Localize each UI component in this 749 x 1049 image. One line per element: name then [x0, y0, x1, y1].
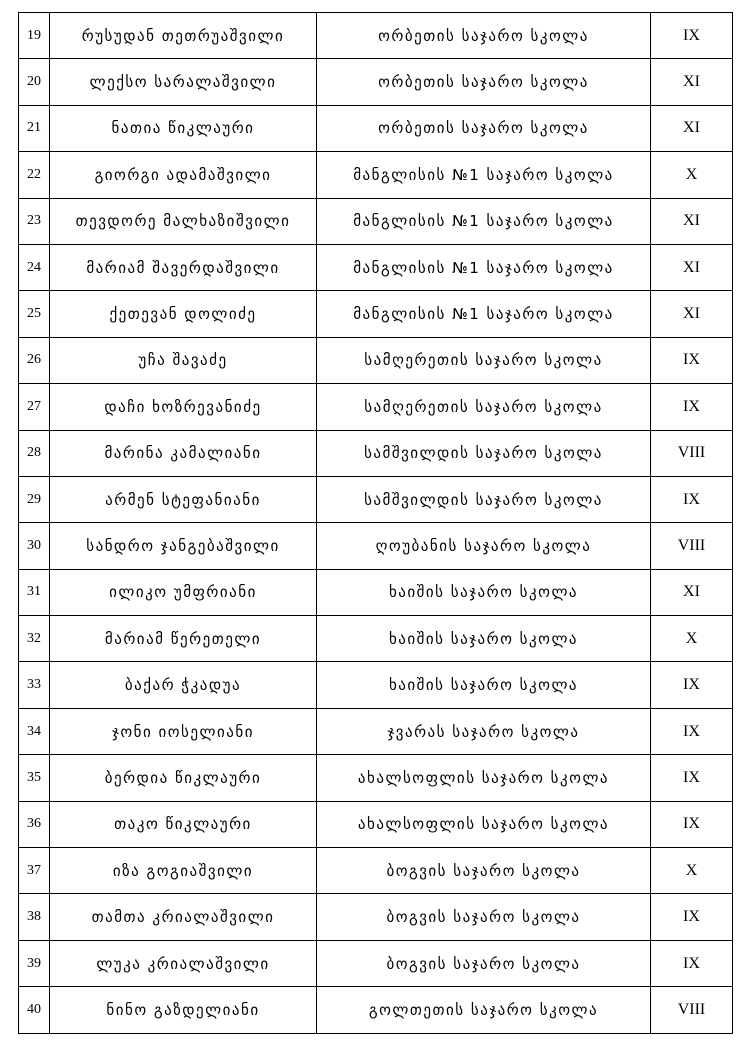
grade-cell: IX — [651, 476, 733, 522]
student-name-cell: ნინო გაზდელიანი — [50, 987, 317, 1033]
student-name-cell: უჩა შავაძე — [50, 337, 317, 383]
row-number-cell: 28 — [19, 430, 50, 476]
school-name-cell: სამშვილდის საჯარო სკოლა — [317, 430, 651, 476]
row-number-cell: 24 — [19, 244, 50, 290]
student-name-cell: ქეთევან დოლიძე — [50, 291, 317, 337]
row-number-cell: 39 — [19, 940, 50, 986]
grade-cell: VIII — [651, 430, 733, 476]
school-name-cell: ბოგვის საჯარო სკოლა — [317, 848, 651, 894]
student-name-cell: მარიამ შავერდაშვილი — [50, 244, 317, 290]
school-name-cell: ხაიშის საჯარო სკოლა — [317, 569, 651, 615]
table-row — [19, 430, 733, 476]
school-name-cell: ორბეთის საჯარო სკოლა — [317, 13, 651, 59]
row-number-cell: 32 — [19, 616, 50, 662]
table-row — [19, 59, 733, 105]
grade-cell: VIII — [651, 523, 733, 569]
school-name-cell: ახალსოფლის საჯარო სკოლა — [317, 755, 651, 801]
table-row — [19, 894, 733, 940]
student-name-cell: ლუკა კრიალაშვილი — [50, 940, 317, 986]
row-number-cell: 36 — [19, 801, 50, 847]
school-name-cell: ჯვარას საჯარო სკოლა — [317, 708, 651, 754]
row-number-cell: 35 — [19, 755, 50, 801]
table-row — [19, 801, 733, 847]
row-number-cell: 33 — [19, 662, 50, 708]
grade-cell: IX — [651, 755, 733, 801]
table-row — [19, 708, 733, 754]
row-number-cell: 40 — [19, 987, 50, 1033]
student-name-cell: მარინა კამალიანი — [50, 430, 317, 476]
school-name-cell: მანგლისის №1 საჯარო სკოლა — [317, 152, 651, 198]
row-number-cell: 37 — [19, 848, 50, 894]
table-row — [19, 13, 733, 59]
row-number-cell: 29 — [19, 476, 50, 522]
student-name-cell: გიორგი ადამაშვილი — [50, 152, 317, 198]
table-row — [19, 476, 733, 522]
grade-cell: XI — [651, 105, 733, 151]
school-name-cell: ორბეთის საჯარო სკოლა — [317, 59, 651, 105]
table-row — [19, 940, 733, 986]
student-name-cell: ბერდია წიკლაური — [50, 755, 317, 801]
grade-cell: VIII — [651, 987, 733, 1033]
row-number-cell: 19 — [19, 13, 50, 59]
student-name-cell: ჯონი იოსელიანი — [50, 708, 317, 754]
student-name-cell: ილიკო უმფრიანი — [50, 569, 317, 615]
grade-cell: IX — [651, 801, 733, 847]
student-name-cell: ნათია წიკლაური — [50, 105, 317, 151]
grade-cell: XI — [651, 291, 733, 337]
row-number-cell: 20 — [19, 59, 50, 105]
grade-cell: X — [651, 848, 733, 894]
table-row — [19, 244, 733, 290]
grade-cell: IX — [651, 894, 733, 940]
table-row — [19, 755, 733, 801]
row-number-cell: 30 — [19, 523, 50, 569]
student-name-cell: თაკო წიკლაური — [50, 801, 317, 847]
student-name-cell: არმენ სტეფანიანი — [50, 476, 317, 522]
school-name-cell: ხაიშის საჯარო სკოლა — [317, 616, 651, 662]
table-row — [19, 616, 733, 662]
table-row — [19, 569, 733, 615]
table-row — [19, 198, 733, 244]
grade-cell: XI — [651, 244, 733, 290]
grade-cell: IX — [651, 13, 733, 59]
table-row — [19, 384, 733, 430]
row-number-cell: 31 — [19, 569, 50, 615]
student-name-cell: რუსუდან თეთრუაშვილი — [50, 13, 317, 59]
student-name-cell: დაჩი ხოზრევანიძე — [50, 384, 317, 430]
school-name-cell: ორბეთის საჯარო სკოლა — [317, 105, 651, 151]
school-name-cell: ბოგვის საჯარო სკოლა — [317, 940, 651, 986]
table-row — [19, 105, 733, 151]
school-name-cell: სამღერეთის საჯარო სკოლა — [317, 337, 651, 383]
grade-cell: XI — [651, 569, 733, 615]
student-name-cell: მარიამ წერეთელი — [50, 616, 317, 662]
school-name-cell: მანგლისის №1 საჯარო სკოლა — [317, 291, 651, 337]
grade-cell: IX — [651, 708, 733, 754]
roster-table-body — [19, 13, 733, 1034]
student-name-cell: ლექსო სარალაშვილი — [50, 59, 317, 105]
school-name-cell: მანგლისის №1 საჯარო სკოლა — [317, 198, 651, 244]
row-number-cell: 23 — [19, 198, 50, 244]
student-name-cell: თამთა კრიალაშვილი — [50, 894, 317, 940]
school-name-cell: მანგლისის №1 საჯარო სკოლა — [317, 244, 651, 290]
table-row — [19, 662, 733, 708]
grade-cell: XI — [651, 198, 733, 244]
school-name-cell: ღოუბანის საჯარო სკოლა — [317, 523, 651, 569]
student-name-cell: თევდორე მალხაზიშვილი — [50, 198, 317, 244]
row-number-cell: 25 — [19, 291, 50, 337]
grade-cell: IX — [651, 662, 733, 708]
grade-cell: IX — [651, 384, 733, 430]
school-name-cell: ხაიშის საჯარო სკოლა — [317, 662, 651, 708]
student-name-cell: იზა გოგიაშვილი — [50, 848, 317, 894]
document-page — [18, 12, 732, 1034]
row-number-cell: 22 — [19, 152, 50, 198]
table-row — [19, 337, 733, 383]
row-number-cell: 27 — [19, 384, 50, 430]
table-row — [19, 152, 733, 198]
school-name-cell: ბოგვის საჯარო სკოლა — [317, 894, 651, 940]
grade-cell: XI — [651, 59, 733, 105]
grade-cell: IX — [651, 337, 733, 383]
table-row — [19, 291, 733, 337]
school-name-cell: ახალსოფლის საჯარო სკოლა — [317, 801, 651, 847]
grade-cell: X — [651, 616, 733, 662]
student-name-cell: სანდრო ჯანგებაშვილი — [50, 523, 317, 569]
table-row — [19, 848, 733, 894]
table-row — [19, 987, 733, 1033]
school-name-cell: გოლთეთის საჯარო სკოლა — [317, 987, 651, 1033]
school-name-cell: სამშვილდის საჯარო სკოლა — [317, 476, 651, 522]
school-name-cell: სამღერეთის საჯარო სკოლა — [317, 384, 651, 430]
student-name-cell: ბაქარ ჭკადუა — [50, 662, 317, 708]
student-roster-table — [18, 12, 733, 1034]
table-row — [19, 523, 733, 569]
row-number-cell: 21 — [19, 105, 50, 151]
grade-cell: IX — [651, 940, 733, 986]
row-number-cell: 34 — [19, 708, 50, 754]
row-number-cell: 38 — [19, 894, 50, 940]
row-number-cell: 26 — [19, 337, 50, 383]
grade-cell: X — [651, 152, 733, 198]
